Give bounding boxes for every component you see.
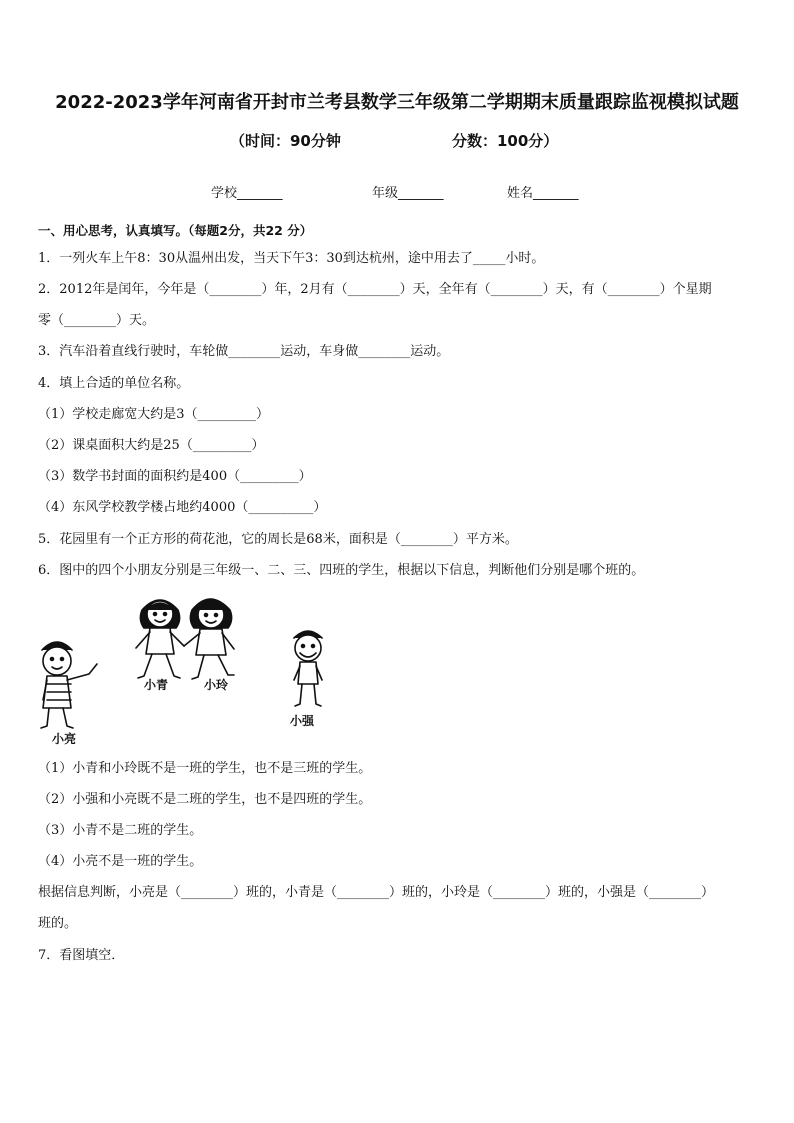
section-heading: 一、用心思考，认真填写。（每题2分，共22 分）	[38, 223, 313, 238]
student-info	[0, 182, 794, 202]
exam-subtitle	[0, 130, 794, 152]
question-6-answer-line1: 根据信息判断，小亮是（________）班的，小青是（________）班的，小玲是（________）班的，小强是（________）	[38, 885, 715, 900]
question-2-line1: 2．2012年是闰年，今年是（________）年，2月有（________）天，全年有（________）天，有（________）个星期	[38, 282, 712, 297]
question-6-clue-4: （4）小亮不是一班的学生。	[38, 854, 203, 869]
caption-xiaoling: 小玲	[204, 678, 229, 692]
question-4-3: （3）数学书封面的面积约是400（_________）	[38, 469, 312, 484]
question-4-2: （2）课桌面积大约是25（_________）	[38, 438, 265, 453]
question-6-clue-2: （2）小强和小亮既不是二班的学生，也不是四班的学生。	[38, 792, 372, 807]
question-4-1: （1）学校走廊宽大约是3（_________）	[38, 407, 270, 422]
children-figure	[38, 588, 358, 746]
question-2-line2: 零（________）天。	[38, 313, 156, 328]
exam-time: （时间：90分钟	[230, 132, 341, 150]
xiaoqiang-figure	[294, 631, 322, 706]
xiaoling-figure	[184, 599, 234, 679]
caption-xiaoqiang: 小强	[290, 714, 315, 728]
question-7: 7．看图填空．	[38, 948, 125, 963]
question-4: 4．填上合适的单位名称。	[38, 376, 190, 391]
exam-score: 分数：100分）	[452, 132, 559, 150]
caption-xiaoqing: 小青	[144, 678, 169, 692]
question-3: 3．汽车沿着直线行驶时，车轮做________运动，车身做________运动。	[38, 344, 450, 359]
question-1: 1．一列火车上午8：30从温州出发，当天下午3：30到达杭州，途中用去了_____小时。	[38, 251, 545, 266]
question-4-4: （4）东风学校教学楼占地约4000（__________）	[38, 500, 327, 515]
exam-title: 2022-2023学年河南省开封市兰考县数学三年级第二学期期末质量跟踪监视模拟试题	[55, 92, 739, 113]
grade-field: 年级_______	[372, 186, 444, 201]
question-6-answer-line2: 班的。	[38, 916, 78, 931]
question-6-clue-3: （3）小青不是二班的学生。	[38, 823, 203, 838]
question-6: 6．图中的四个小朋友分别是三年级一、二、三、四班的学生，根据以下信息，判断他们分别是哪个班的。	[38, 563, 645, 578]
xiaoqing-figure	[136, 600, 184, 678]
name-field: 姓名_______	[507, 186, 579, 201]
question-6-clue-1: （1）小青和小玲既不是一班的学生，也不是三班的学生。	[38, 761, 372, 776]
question-5: 5．花园里有一个正方形的荷花池，它的周长是68米，面积是（________）平方米。	[38, 532, 518, 547]
xiaoliang-figure	[41, 642, 97, 728]
caption-xiaoliang: 小亮	[52, 732, 77, 746]
school-field: 学校_______	[211, 186, 283, 201]
